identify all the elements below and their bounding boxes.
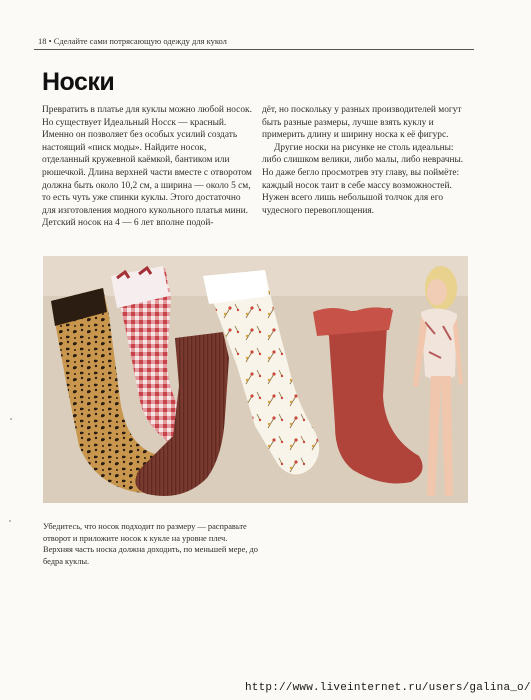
scan-mark [9,520,11,522]
section-title: Носки [42,68,115,96]
photo-caption: Убедитесь, что носок подходит по размеру — расправьте отворот и приложите носок к кукле на уровне плеч. Верхняя часть носка должна доходить, по меньшей мере, до бедра куклы. [43,522,258,566]
socks-photo [43,256,468,503]
body-paragraph: Другие носки на рисунке не столь идеальны: либо слишком велики, либо малы, либо неврачны. Но даже бегло просмотрев эту главу, вы поймёте: каждый носок таит в себе массу возможностей. Нужен всего лишь небольшой толчок для его чудесного перевоплощения. [262,142,464,216]
body-column-right [262,104,472,217]
page-number: 18 [38,36,47,46]
footer-url[interactable]: http://www.liveinternet.ru/users/galina_o/ [245,682,531,694]
header-bullet: • [48,36,52,46]
scan-mark [10,418,12,420]
running-header [38,36,478,46]
running-title: Сделайте сами потрясающую одежду для кукол [53,36,227,46]
body-paragraph: дёт, но поскольку у разных производителей могут быть разные размеры, лучше взять куклу и примерить длину и ширину носка к её фигурс. [262,105,462,141]
body-paragraph: Превратить в платье для куклы можно любой носок. Но существует Идеальный Носск — красный. Именно он позволяет без особых усилий создать настоящий «писк моды». Найдите носок, отделанный кружевной каёмкой, бантиком или рюшечкой. Длина верхней части вместе с отворотом должна быть около 10,2 см, а ширина — около 5 см, то есть чуть уже спинки куклы. Этого достаточно для изготовления модного кукольного платья мини. Детский носок на 4 — 6 лет вполне подой- [42,105,252,229]
body-column-left [42,104,252,230]
header-rule [34,49,474,50]
